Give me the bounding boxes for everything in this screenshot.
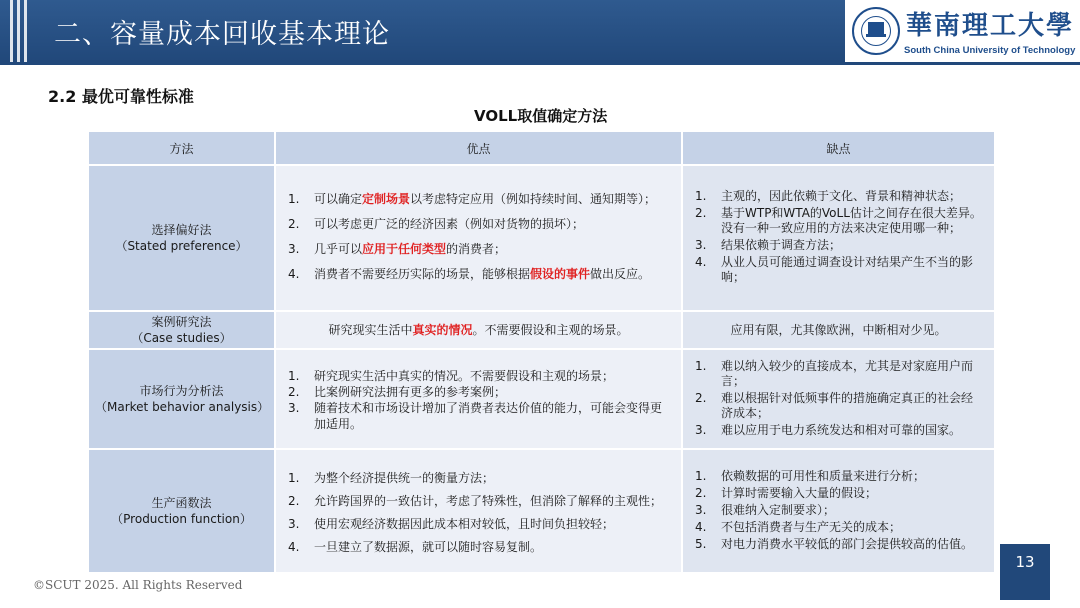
cons-list — [689, 189, 984, 285]
highlight-text: 定制场景 — [362, 192, 411, 206]
list-item: 4. 从业人员可能通过调查设计对结果产生不当的影响； — [695, 255, 974, 284]
table-header-row — [88, 131, 995, 165]
list-item: 2. 可以考虑更广泛的经济因素（例如对货物的损坏）； — [288, 217, 585, 231]
table-row — [88, 165, 995, 311]
list-item: 3. 难以应用于电力系统发达和相对可靠的国家。 — [695, 422, 962, 437]
method-name-en: （Production function） — [111, 512, 252, 526]
method-cell — [88, 349, 275, 449]
section-title: 2.2 最优可靠性标准 — [48, 87, 194, 106]
list-item: 4. 不包括消费者与生产无关的成本； — [695, 519, 902, 534]
pros-cell — [275, 449, 682, 573]
highlight-text: 假设的事件 — [530, 267, 591, 281]
table-row — [88, 449, 995, 573]
list-item: 2. 允许跨国界的一致估计，考虑了特殊性，但消除了解释的主观性； — [288, 493, 663, 508]
list-item: 1. 研究现实生活中真实的情况。不需要假设和主观的场景； — [288, 369, 615, 383]
method-name-cn: 选择偏好法 — [151, 223, 212, 237]
highlight-text: 真实的情况 — [412, 323, 473, 337]
list-item: 2. 比案例研究法拥有更多的参考案例； — [288, 385, 507, 399]
list-item: 3. 几乎可以应用于任何类型的消费者； — [288, 242, 507, 256]
list-item: 3. 使用宏观经济数据因此成本相对较低，且时间负担较轻； — [288, 516, 615, 531]
pros-cell — [275, 165, 682, 311]
cons-cell: 应用有限，尤其像欧洲，中断相对少见。 — [682, 311, 995, 349]
list-item: 4. 一旦建立了数据源，就可以随时容易复制。 — [288, 539, 543, 554]
pros-cell — [275, 349, 682, 449]
list-item: 4. 消费者不需要经历实际的场景，能够根据假设的事件做出反应。 — [288, 267, 651, 281]
list-item: 5. 对电力消费水平较低的部门会提供较高的估值。 — [695, 536, 974, 551]
list-item: 1. 主观的，因此依赖于文化、背景和精神状态； — [695, 189, 962, 203]
list-item: 1. 为整个经济提供统一的衡量方法； — [288, 470, 495, 485]
header-method: 方法 — [88, 131, 275, 165]
cons-list — [689, 469, 984, 552]
voll-methods-table — [87, 130, 996, 574]
university-seal-icon — [852, 7, 900, 55]
method-cell — [88, 311, 275, 349]
copyright-footer: ©SCUT 2025. All Rights Reserved — [33, 578, 243, 592]
method-name-en: （Case studies） — [131, 331, 232, 345]
list-item: 1. 难以纳入较少的直接成本，尤其是对家庭用户而言； — [695, 358, 974, 388]
list-item: 2. 基于WTP和WTA的VoLL估计之间存在很大差异。没有一种一致应用的方法来决定使用哪一种； — [695, 206, 982, 235]
university-name-cn: 華南理工大學 — [906, 11, 1075, 41]
header-stripes — [10, 0, 27, 62]
cons-cell — [682, 449, 995, 573]
method-name-cn: 生产函数法 — [151, 496, 212, 510]
list-item: 2. 难以根据针对低频事件的措施确定真正的社会经济成本； — [695, 390, 974, 420]
cons-list — [689, 359, 984, 438]
header-pros: 优点 — [275, 131, 682, 165]
university-name-en: South China University of Technology — [904, 45, 1076, 56]
pros-cell: 研究现实生活中真实的情况。不需要假设和主观的场景。 — [275, 311, 682, 349]
method-cell — [88, 449, 275, 573]
header-bar — [0, 0, 845, 62]
list-item: 3. 结果依赖于调查方法； — [695, 238, 842, 252]
table-row — [88, 311, 995, 349]
highlight-text: 应用于任何类型 — [362, 242, 447, 256]
pros-list — [282, 469, 671, 556]
list-item: 1. 可以确定定制场景以考虑特定应用（例如持续时间、通知期等）； — [288, 192, 657, 206]
list-item: 3. 很难纳入定制要求）； — [695, 502, 836, 517]
method-name-en: （Market behavior analysis） — [95, 400, 270, 414]
method-name-cn: 案例研究法 — [151, 315, 212, 329]
table-row — [88, 349, 995, 449]
slide-title: 二、容量成本回收基本理论 — [54, 19, 390, 50]
list-item: 1. 依赖数据的可用性和质量来进行分析； — [695, 468, 926, 483]
pros-list — [282, 189, 671, 284]
method-cell — [88, 165, 275, 311]
header-cons: 缺点 — [682, 131, 995, 165]
cons-cell — [682, 349, 995, 449]
header-underline — [0, 62, 1080, 65]
cons-cell — [682, 165, 995, 311]
slide-header — [0, 0, 1080, 64]
method-name-en: （Stated preference） — [115, 239, 248, 253]
university-logo — [846, 0, 1080, 62]
table-title: VOLL取值确定方法 — [474, 107, 608, 125]
pros-list — [282, 368, 671, 432]
list-item: 3. 随着技术和市场设计增加了消费者表达价值的能力，可能会变得更加适用。 — [288, 401, 663, 431]
method-name-cn: 市场行为分析法 — [139, 384, 224, 398]
list-item: 2. 计算时需要输入大量的假设； — [695, 485, 878, 500]
page-number: 13 — [1015, 553, 1035, 571]
